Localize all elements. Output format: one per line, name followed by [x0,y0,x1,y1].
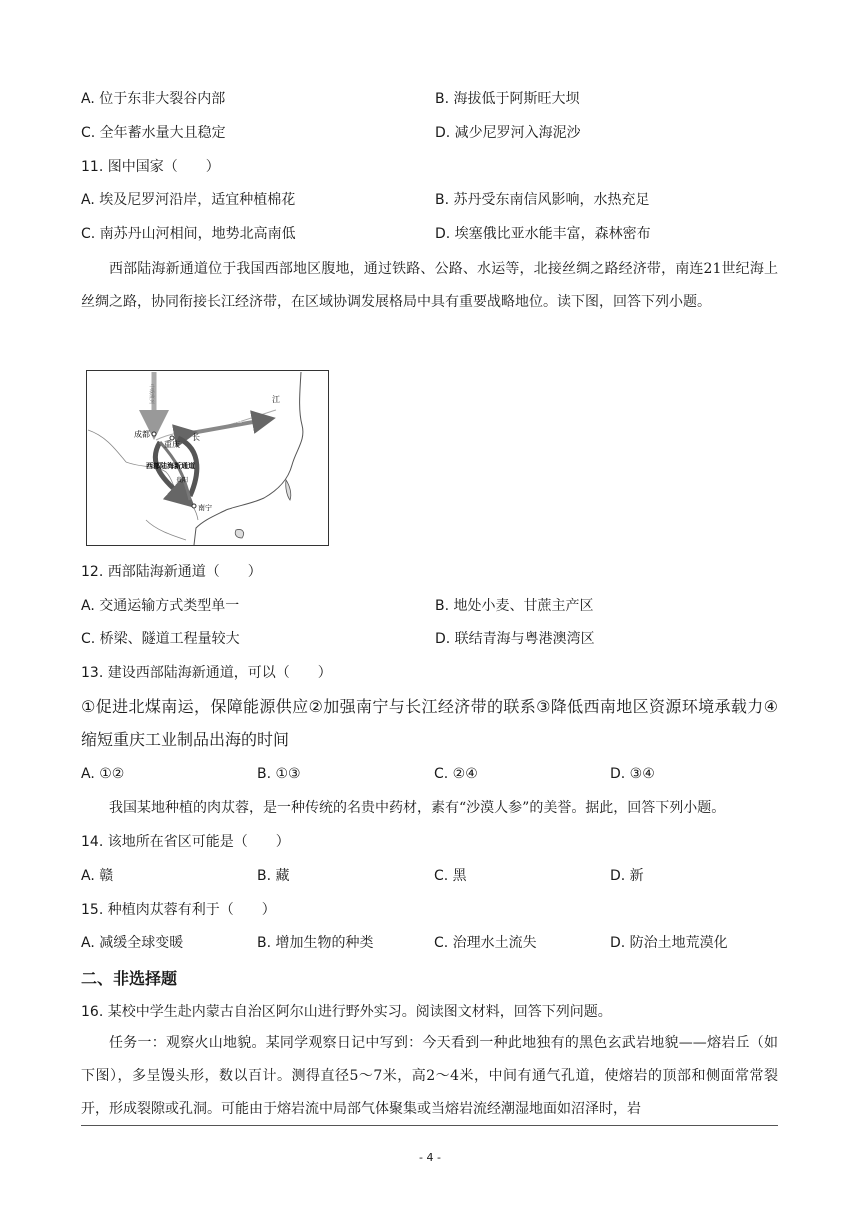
label-chang: 长 [192,433,200,442]
q11-option-b: B. 苏丹受东南信风影响，水热充足 [435,192,650,208]
section-heading-non-choice: 二、非选择题 [81,969,178,988]
nanning-marker [192,504,196,508]
q12-stem: 12. 西部陆海新通道（ ） [81,564,262,580]
q10-option-c: C. 全年蓄水量大且稳定 [81,125,226,141]
q15-option-a: A. 减缓全球变暖 [81,935,184,951]
q13-option-a: A. ①② [81,766,125,782]
western-land-sea-corridor-map [86,370,329,546]
chengdu-marker [152,432,156,436]
passage-cistanche: 我国某地种植的肉苁蓉，是一种传统的名贵中药材，素有“沙漠人参”的美誉。据此，回答下列小题。 [109,800,726,816]
q15-option-c: C. 治理水土流失 [434,935,537,951]
q16-stem: 16. 某校中学生赴内蒙古自治区阿尔山进行野外实习。阅读图文材料，回答下列问题。 [81,1004,612,1020]
label-jiang: 江 [272,395,280,404]
q13-statements: ①促进北煤南运，保障能源供应②加强南宁与长江经济带的联系③降低西南地区资源环境承载力④缩短重庆工业制品出海的时间 [81,697,778,749]
q11-stem: 11. 图中国家（ ） [81,159,220,175]
q12-option-b: B. 地处小麦、甘蔗主产区 [435,598,594,614]
q11-option-a: A. 埃及尼罗河沿岸，适宜种植棉花 [81,192,296,208]
q14-stem: 14. 该地所在省区可能是（ ） [81,834,290,850]
q12-option-d: D. 联结青海与粤港澳湾区 [435,631,595,647]
q12-option-c: C. 桥梁、隧道工程量较大 [81,631,240,647]
q12-option-a: A. 交通运输方式类型单一 [81,598,240,614]
q14-option-a: A. 赣 [81,868,114,884]
q10-option-a: A. 位于东非大裂谷内部 [81,91,226,107]
q13-option-c: C. ②④ [434,766,478,782]
q10-option-b: B. 海拔低于阿斯旺大坝 [435,91,580,107]
q13-stem: 13. 建设西部陆海新通道，可以（ ） [81,665,332,681]
label-nanning: 南宁 [198,504,212,512]
label-chongqing: 重庆 [164,440,180,449]
q10-option-d: D. 减少尼罗河入海泥沙 [435,125,581,141]
q16-task1: 任务一：观察火山地貌。某同学观察日记中写到：今天看到一种此地独有的黑色玄武岩地貌——熔岩丘（如下图），多呈馒头形，数以百计。测得直径5～7米，高2～4米，中间有通气孔道，使熔岩的顶部和侧面常常裂开，形成裂隙或孔洞。可能由于熔岩流中局部气体聚集或当熔岩流经潮湿地面如沼泽时，岩 [81,1035,778,1117]
passage-western-corridor: 西部陆海新通道位于我国西部地区腹地，通过铁路、公路、水运等，北接丝绸之路经济带，南连21世纪海上丝绸之路，协同衔接长江经济带，在区域协调发展格局中具有重要战略地位。读下图，回答下列小题。 [81,261,778,310]
page-number: - 4 - [419,1151,441,1164]
q11-option-d: D. 埃塞俄比亚水能丰富，森林密布 [435,226,651,242]
label-western-corridor: 西部陆海新通道 [146,462,195,470]
q14-option-d: D. 新 [610,868,644,884]
q15-option-d: D. 防治土地荒漠化 [610,935,728,951]
q13-option-b: B. ①③ [257,766,301,782]
label-guiyang: 贵阳 [176,477,189,484]
label-yangtze-corridor: 长江通道 [214,416,242,424]
q15-stem: 15. 种植肉苁蓉有利于（ ） [81,902,276,918]
q11-option-c: C. 南苏丹山河相间，地势北高南低 [81,226,296,242]
q13-option-d: D. ③④ [610,766,655,782]
q15-option-b: B. 增加生物的种类 [257,935,374,951]
footer-rule [81,1125,778,1126]
label-chengdu: 成都 [134,430,150,439]
label-silk-road: 中欧班列 [148,384,154,405]
q14-option-b: B. 藏 [257,868,290,884]
q14-option-c: C. 黑 [434,868,467,884]
